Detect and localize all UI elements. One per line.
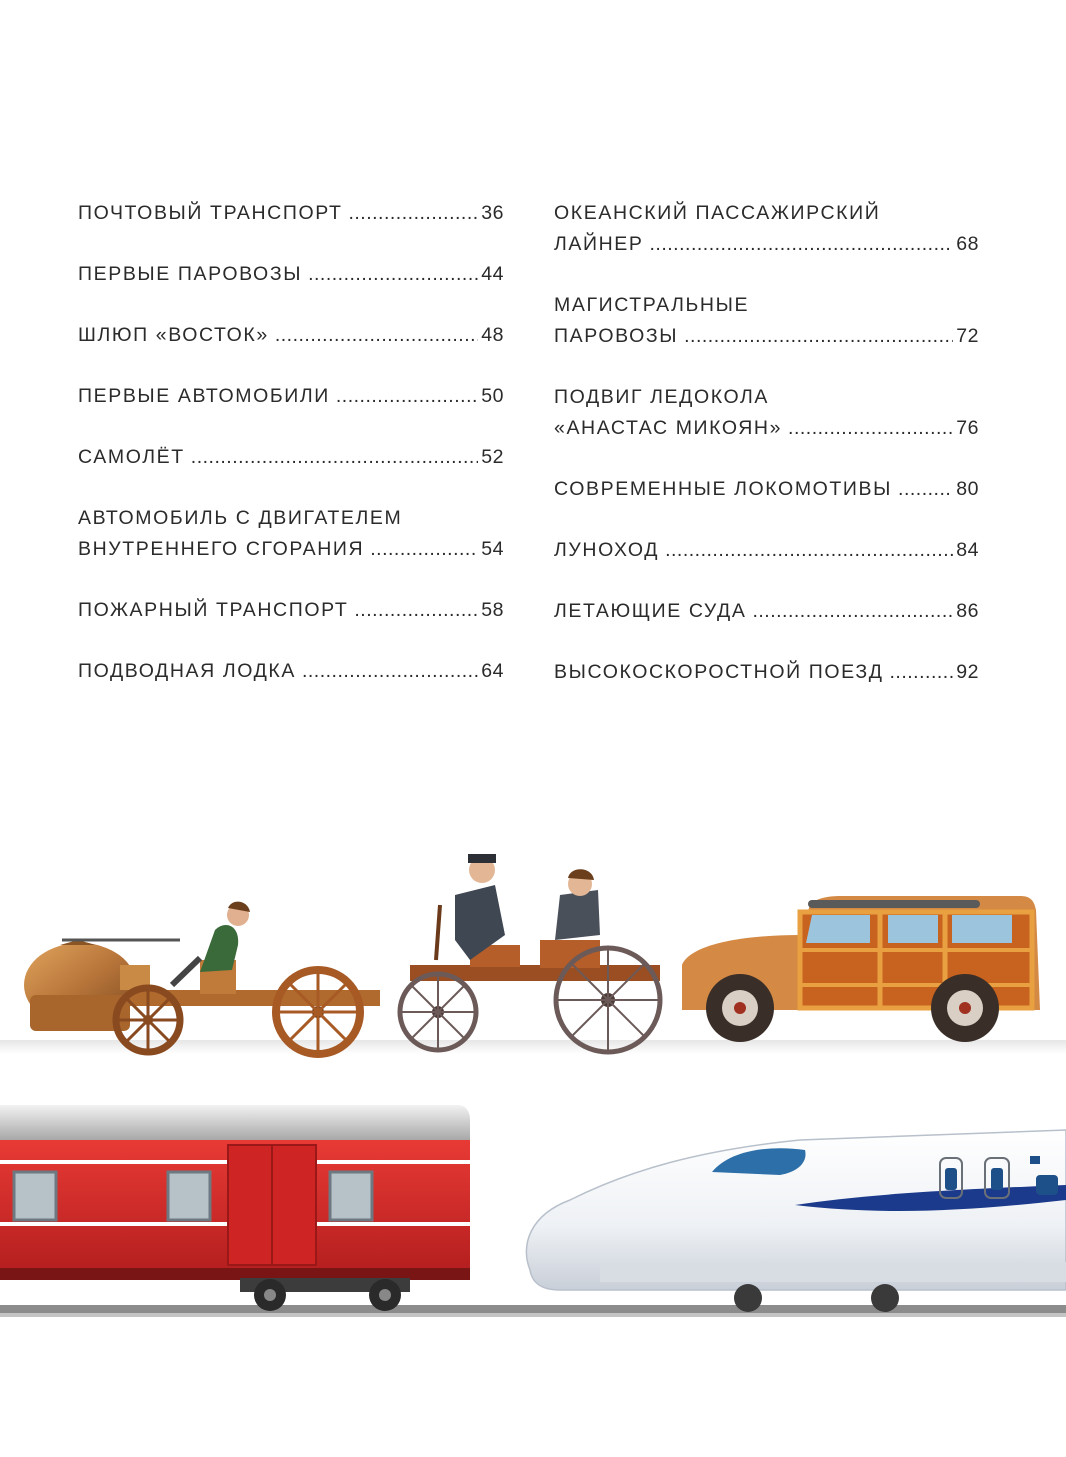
toc-title: ЛАЙНЕР — [554, 233, 644, 255]
toc-page-number: 80 — [956, 478, 979, 500]
toc-title: ВНУТРЕННЕГО СГОРАНИЯ — [78, 538, 365, 560]
window — [168, 1172, 210, 1220]
wheel — [734, 1284, 762, 1312]
wood-panel-car — [682, 896, 1040, 1042]
carriage-roof — [0, 1105, 470, 1140]
toc-page-number: 52 — [481, 446, 504, 468]
passenger-figure — [555, 890, 600, 940]
toc-title: ЛЕТАЮЩИЕ СУДА — [554, 600, 747, 622]
red-passenger-car — [0, 1105, 470, 1311]
toc-title: ПЕРВЫЕ АВТОМОБИЛИ — [78, 385, 330, 407]
toc-page-number: 58 — [481, 599, 504, 621]
early-motor-car — [400, 854, 660, 1052]
window — [945, 1168, 957, 1190]
high-speed-train — [526, 1130, 1066, 1312]
toc-page-number: 64 — [481, 660, 504, 682]
toc-page-number: 54 — [481, 538, 504, 560]
wheel — [556, 948, 660, 1052]
toc-page-number: 92 — [956, 661, 979, 683]
toc-page-number: 86 — [956, 600, 979, 622]
wheel — [931, 974, 999, 1042]
window — [330, 1172, 372, 1220]
toc-title: ПЕРВЫЕ ПАРОВОЗЫ — [78, 263, 303, 285]
toc-title-line1: МАГИСТРАЛЬНЫЕ — [554, 294, 750, 316]
toc-title: ШЛЮП «ВОСТОК» — [78, 324, 269, 346]
toc-page-number: 72 — [956, 325, 979, 347]
toc-page-number: 84 — [956, 539, 979, 561]
window — [952, 915, 1012, 943]
driver-figure — [200, 925, 238, 972]
toc-title: САМОЛЁТ — [78, 446, 185, 468]
toc-title: ПАРОВОЗЫ — [554, 325, 679, 347]
toc-title-line1: АВТОМОБИЛЬ С ДВИГАТЕЛЕМ — [78, 507, 403, 529]
toc-title: ЛУНОХОД — [554, 539, 660, 561]
toc-page-number: 44 — [481, 263, 504, 285]
window — [888, 915, 938, 943]
toc-title: СОВРЕМЕННЫЕ ЛОКОМОТИВЫ — [554, 478, 893, 500]
toc-page-number: 68 — [956, 233, 979, 255]
toc-title: ПОЖАРНЫЙ ТРАНСПОРТ — [78, 599, 349, 621]
window — [1036, 1175, 1058, 1195]
wheel — [400, 974, 476, 1050]
window — [806, 915, 870, 943]
wheel — [116, 988, 180, 1052]
toc-page-number: 76 — [956, 417, 979, 439]
toc-page-number: 50 — [481, 385, 504, 407]
toc-title: ВЫСОКОСКОРОСТНОЙ ПОЕЗД — [554, 661, 884, 683]
window — [991, 1168, 1003, 1190]
toc-page-number: 36 — [481, 202, 504, 224]
steam-carriage — [24, 902, 380, 1054]
toc-title: ПОЧТОВЫЙ ТРАНСПОРТ — [78, 202, 343, 224]
wheel — [871, 1284, 899, 1312]
toc-page-number: 48 — [481, 324, 504, 346]
window — [14, 1172, 56, 1220]
toc-title: «АНАСТАС МИКОЯН» — [554, 417, 783, 439]
toc-title-line1: ОКЕАНСКИЙ ПАССАЖИРСКИЙ — [554, 202, 881, 224]
wheel — [276, 970, 360, 1054]
toc-title: ПОДВОДНАЯ ЛОДКА — [78, 660, 296, 682]
wheel — [706, 974, 774, 1042]
toc-title-line1: ПОДВИГ ЛЕДОКОЛА — [554, 386, 770, 408]
rail-track — [0, 1305, 1066, 1313]
